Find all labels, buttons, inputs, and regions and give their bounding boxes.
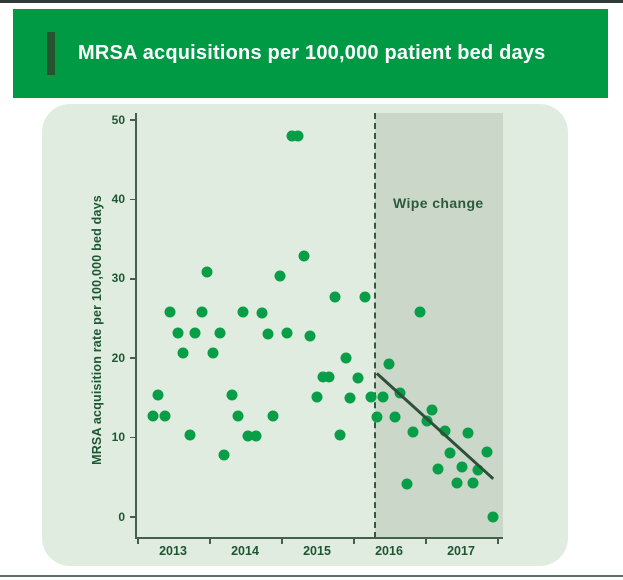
scatter-point — [152, 389, 163, 400]
y-tick-label: 50 — [111, 112, 125, 127]
scatter-point — [378, 392, 389, 403]
scatter-point — [268, 411, 279, 422]
scatter-point — [445, 447, 456, 458]
x-tick — [209, 538, 211, 544]
scatter-point — [250, 431, 261, 442]
scatter-point — [257, 307, 268, 318]
scatter-point — [340, 353, 351, 364]
y-tick — [130, 516, 135, 518]
scatter-point — [427, 404, 438, 415]
scatter-point — [371, 411, 382, 422]
scatter-point — [451, 477, 462, 488]
scatter-point — [384, 358, 395, 369]
scatter-point — [160, 411, 171, 422]
scatter-point — [481, 446, 492, 457]
scatter-point — [345, 392, 356, 403]
x-tick-label: 2017 — [447, 544, 475, 558]
scatter-point — [208, 347, 219, 358]
scatter-point — [324, 372, 335, 383]
scatter-point — [201, 266, 212, 277]
x-tick — [353, 538, 355, 544]
scatter-point — [185, 430, 196, 441]
scatter-point — [463, 427, 474, 438]
y-tick-label: 40 — [111, 191, 125, 206]
y-tick — [130, 278, 135, 280]
wipe-change-label: Wipe change — [393, 195, 484, 211]
scatter-point — [190, 327, 201, 338]
y-tick-label: 0 — [118, 509, 125, 524]
scatter-point — [196, 307, 207, 318]
scatter-point — [178, 347, 189, 358]
scatter-point — [432, 464, 443, 475]
scatter-point — [353, 373, 364, 384]
x-tick — [425, 538, 427, 544]
x-tick — [281, 538, 283, 544]
scatter-point — [407, 427, 418, 438]
scatter-point — [402, 478, 413, 489]
scatter-point — [275, 270, 286, 281]
x-tick — [497, 538, 499, 544]
x-tick-label: 2016 — [375, 544, 403, 558]
scatter-point — [227, 389, 238, 400]
scatter-point — [299, 250, 310, 261]
wipe-change-divider — [374, 113, 376, 538]
page-bottom-border — [0, 575, 623, 577]
x-tick-label: 2014 — [231, 544, 259, 558]
scatter-point — [304, 330, 315, 341]
y-tick — [130, 357, 135, 359]
y-tick — [130, 437, 135, 439]
y-tick-label: 10 — [111, 430, 125, 445]
scatter-point — [414, 307, 425, 318]
scatter-point — [173, 327, 184, 338]
scatter-point — [232, 411, 243, 422]
scatter-point — [237, 307, 248, 318]
scatter-point — [263, 329, 274, 340]
scatter-point — [330, 292, 341, 303]
scatter-point — [219, 450, 230, 461]
scatter-point — [281, 327, 292, 338]
scatter-point — [165, 307, 176, 318]
scatter-point — [468, 477, 479, 488]
scatter-point — [214, 327, 225, 338]
y-axis-title: MRSA acquisition rate per 100,000 bed days — [90, 195, 104, 465]
scatter-point — [456, 461, 467, 472]
scatter-point — [360, 292, 371, 303]
x-tick-label: 2015 — [303, 544, 331, 558]
scatter-point — [335, 430, 346, 441]
scatter-point — [389, 411, 400, 422]
scatter-point — [366, 392, 377, 403]
x-axis-line — [135, 537, 503, 539]
x-tick-label: 2013 — [159, 544, 187, 558]
scatter-point — [487, 512, 498, 523]
y-tick — [130, 199, 135, 201]
y-tick-label: 20 — [111, 350, 125, 365]
scatter-point — [293, 130, 304, 141]
scatter-point — [147, 411, 158, 422]
page-title: MRSA acquisitions per 100,000 patient bed days — [78, 42, 546, 64]
y-axis-line — [135, 113, 137, 538]
y-tick — [130, 119, 135, 121]
y-tick-label: 30 — [111, 271, 125, 286]
x-tick — [137, 538, 139, 544]
scatter-point — [312, 392, 323, 403]
